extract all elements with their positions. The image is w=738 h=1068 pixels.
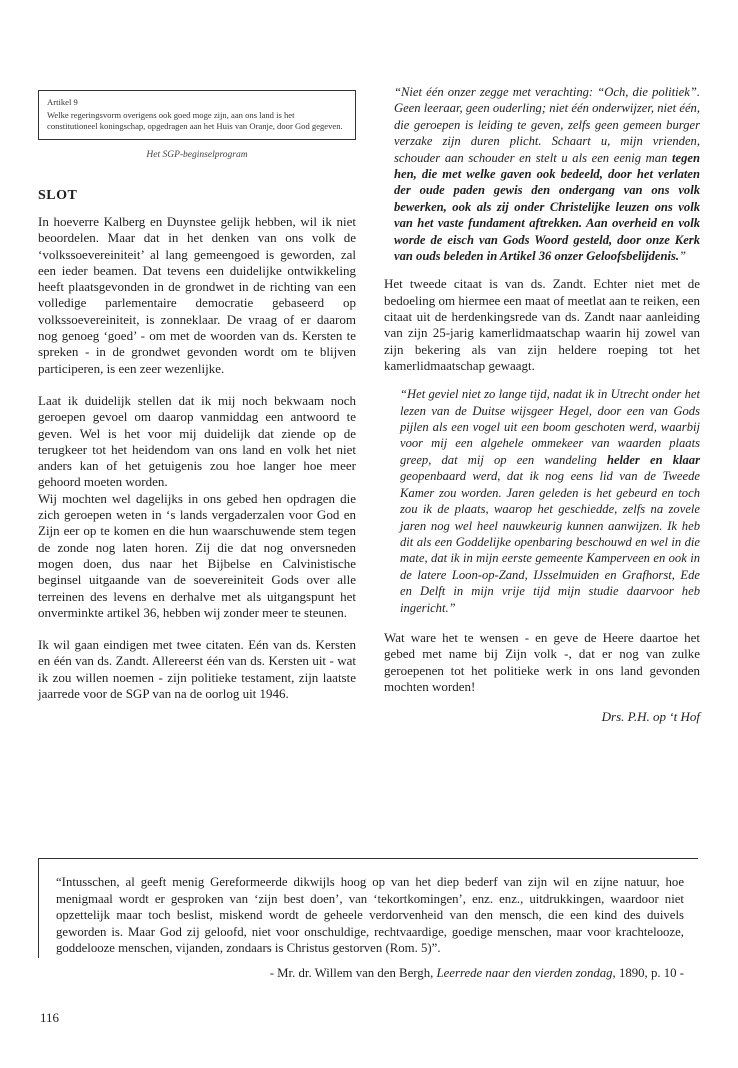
zandt-quote-bold: helder en klaar: [606, 452, 701, 467]
right-column: [384, 84, 700, 725]
kersten-quote-end: ”: [679, 249, 687, 264]
article-caption: Het SGP-beginselprogram: [146, 150, 248, 160]
zandt-quote-text-a: “Het geviel niet zo lange tijd, nadat ik in Utrecht onder het lezen van de Duitse wijsgeer Hegel, door een van Gods pijlen als een vogel uit een boom geschoten werd, waarbij voor mij een algehele ommekeer van waarden plaats greep, dat mij op een wandeling: [400, 387, 700, 467]
paragraph-3: Wij mochten wel dagelijks in ons gebed hen opdragen die zich geroepen weten in ‘s lands vergaderzalen voor God en Zijn eer op te komen en die hun waarschuwende stem tegen de zonde nog laten horen. Zij die dat nog onversneden mogen doen, dus naar het Bijbelse en Calvinistische beginsel uitgaande van de soevereiniteit Gods over alle terreinen des levens en derhalve met als uitgangspunt het onverminkte artikel 36, hebben wij zonder meer te steunen.: [38, 490, 356, 620]
source-title: Leerrede naar den vierden zondag: [436, 965, 613, 980]
article-text: Welke regeringsvorm overigens ook goed moge zijn, aan ons land is het constitutioneel koningschap, opgedragen aan het Huis van Oranje, door God gegeven.: [47, 110, 343, 131]
kersten-quote: [394, 84, 700, 264]
article-9-box: [38, 90, 356, 140]
paragraph-1: In hoeverre Kalberg en Duynstee gelijk hebben, wil ik niet beoordelen. Maar dat in het denken van ons volk de ‘volkssoevereiniteit’ al lang gemeengoed is geworden, zal een ieder beamen. Dat tevens een duidelijke ontwikkeling heeft plaatsgevonden in de grondwet in de richting van een volledige parlementaire democratie gebaseerd op volkssoevereiniteit, is zonneklaar. De vraag of er daarom nog genoeg ‘goed’ - om met de woorden van ds. Kersten te spreken - in de grondwet gevonden wordt om te blijven participeren, is een zeer wezenlijke.: [38, 214, 356, 376]
paragraph-6: Wat ware het te wensen - en geve de Heere daartoe het gebed met name bij Zijn volk -, dat er nog van zulke geroepenen tot het politieke werk in ons land gevonden mochten worden!: [384, 629, 700, 694]
zandt-quote-text-b: geopenbaard werd, dat ik nog eens lid van de Tweede Kamer zou worden. Jaren geleden is het gebeurd en toch zou ik de plaats, waarop het geschiedde, zelfs na zovele jaren nog wel heel nauwkeurig kunnen aanwijzen. Ik heb dit als een Goddelijke openbaring beschouwd en wel in die mate, dat ik in mijn eerste gemeente Kamperveen en ook in de latere Loon-op-Zand, IJsselmuiden en Grafhorst, Ede en Delft in mijn vrije tijd mijn studie daarvoor heb ingericht.”: [400, 469, 700, 615]
left-column: [38, 90, 356, 702]
zandt-quote: [400, 386, 700, 616]
paragraph-5: Het tweede citaat is van ds. Zandt. Echter niet met de bedoeling om hiermee een maat of meetlat aan te reiken, een citaat uit de herdenkingsrede van ds. Zandt naar aanleiding van zijn 25-jarig kamerlidmaatschap waarin hij zowel van zijn bekering als van zijn heldere roeping tot het kamerlidmaatschap gewaagt.: [384, 276, 700, 373]
bottom-quote-text: “Intusschen, al geeft menig Gereformeerde dikwijls hoog op van het diep bederf van zijn wil en zijne natuur, hoe menigmaal wordt er gesproken van ‘zijn best doen’, van ‘tekortkomingen’, enz. enz., uitdrukkingen, waardoor niet opzettelijk maar toch beslist, miskend wordt de geheele verdorvenheid van den mensch, die een kind des duivels geworden is. Maar God zij geloofd, niet voor onschuldige, rechtvaardige, goedige menschen, maar voor krachtelooze, goddelooze menschen, vijanden, zondaars is Christus gestorven (Rom. 5)”.: [56, 875, 684, 956]
article-title: Artikel 9: [47, 97, 78, 107]
bottom-quote-source: [56, 965, 684, 982]
page-number: 116: [40, 1010, 60, 1025]
section-heading: SLOT: [38, 188, 78, 203]
paragraph-2: Laat ik duidelijk stellen dat ik mij noch bekwaam noch geroepen gevoel om daarop vanmiddag een antwoord te geven. Wel is het voor mij duidelijk dat ziende op de terugkeer tot het heidendom van ons land en volk het niet anders kan of het getuigenis zou hoe langer hoe meer gehoord moeten worden.: [38, 392, 356, 490]
kersten-quote-text: “Niet één onzer zegge met verachting: “Och, die politiek”. Geen leeraar, geen ouderling; niet één onderwijzer, niet één, die geroepen is leiding te geven, zelfs geen gemeen burger verzake zijn duren plicht. Schaart u, mijn vrienden, schouder aan schouder en stelt u als een eenig man: [394, 85, 700, 165]
paragraph-4: Ik wil gaan eindigen met twee citaten. Eén van ds. Kersten en één van ds. Zandt. Allereerst één van ds. Kersten uit - wat ik zou willen noemen - zijn politieke testament, zijn laatste jaarrede voor de SGP van na de oorlog uit 1946.: [38, 637, 356, 702]
source-author: - Mr. dr. Willem van den Bergh,: [269, 965, 437, 980]
kersten-quote-bold: tegen hen, die met welke gaven ook bedeeld, door het verlaten der oude paden gewis den ondergang van ons volk bewerken, ook als zij onder Christelijke leuzen ons volk van het vaste fundament aftrekken. Aan overheid en volk worde de eisch van Gods Woord gesteld, door onze Kerk van ouds beleden in Artikel 36 onzer Geloofsbelijdenis.: [394, 150, 700, 264]
author-signature: Drs. P.H. op ‘t Hof: [601, 709, 700, 725]
source-details: , 1890, p. 10 -: [612, 965, 684, 980]
bottom-quote: [56, 874, 684, 982]
